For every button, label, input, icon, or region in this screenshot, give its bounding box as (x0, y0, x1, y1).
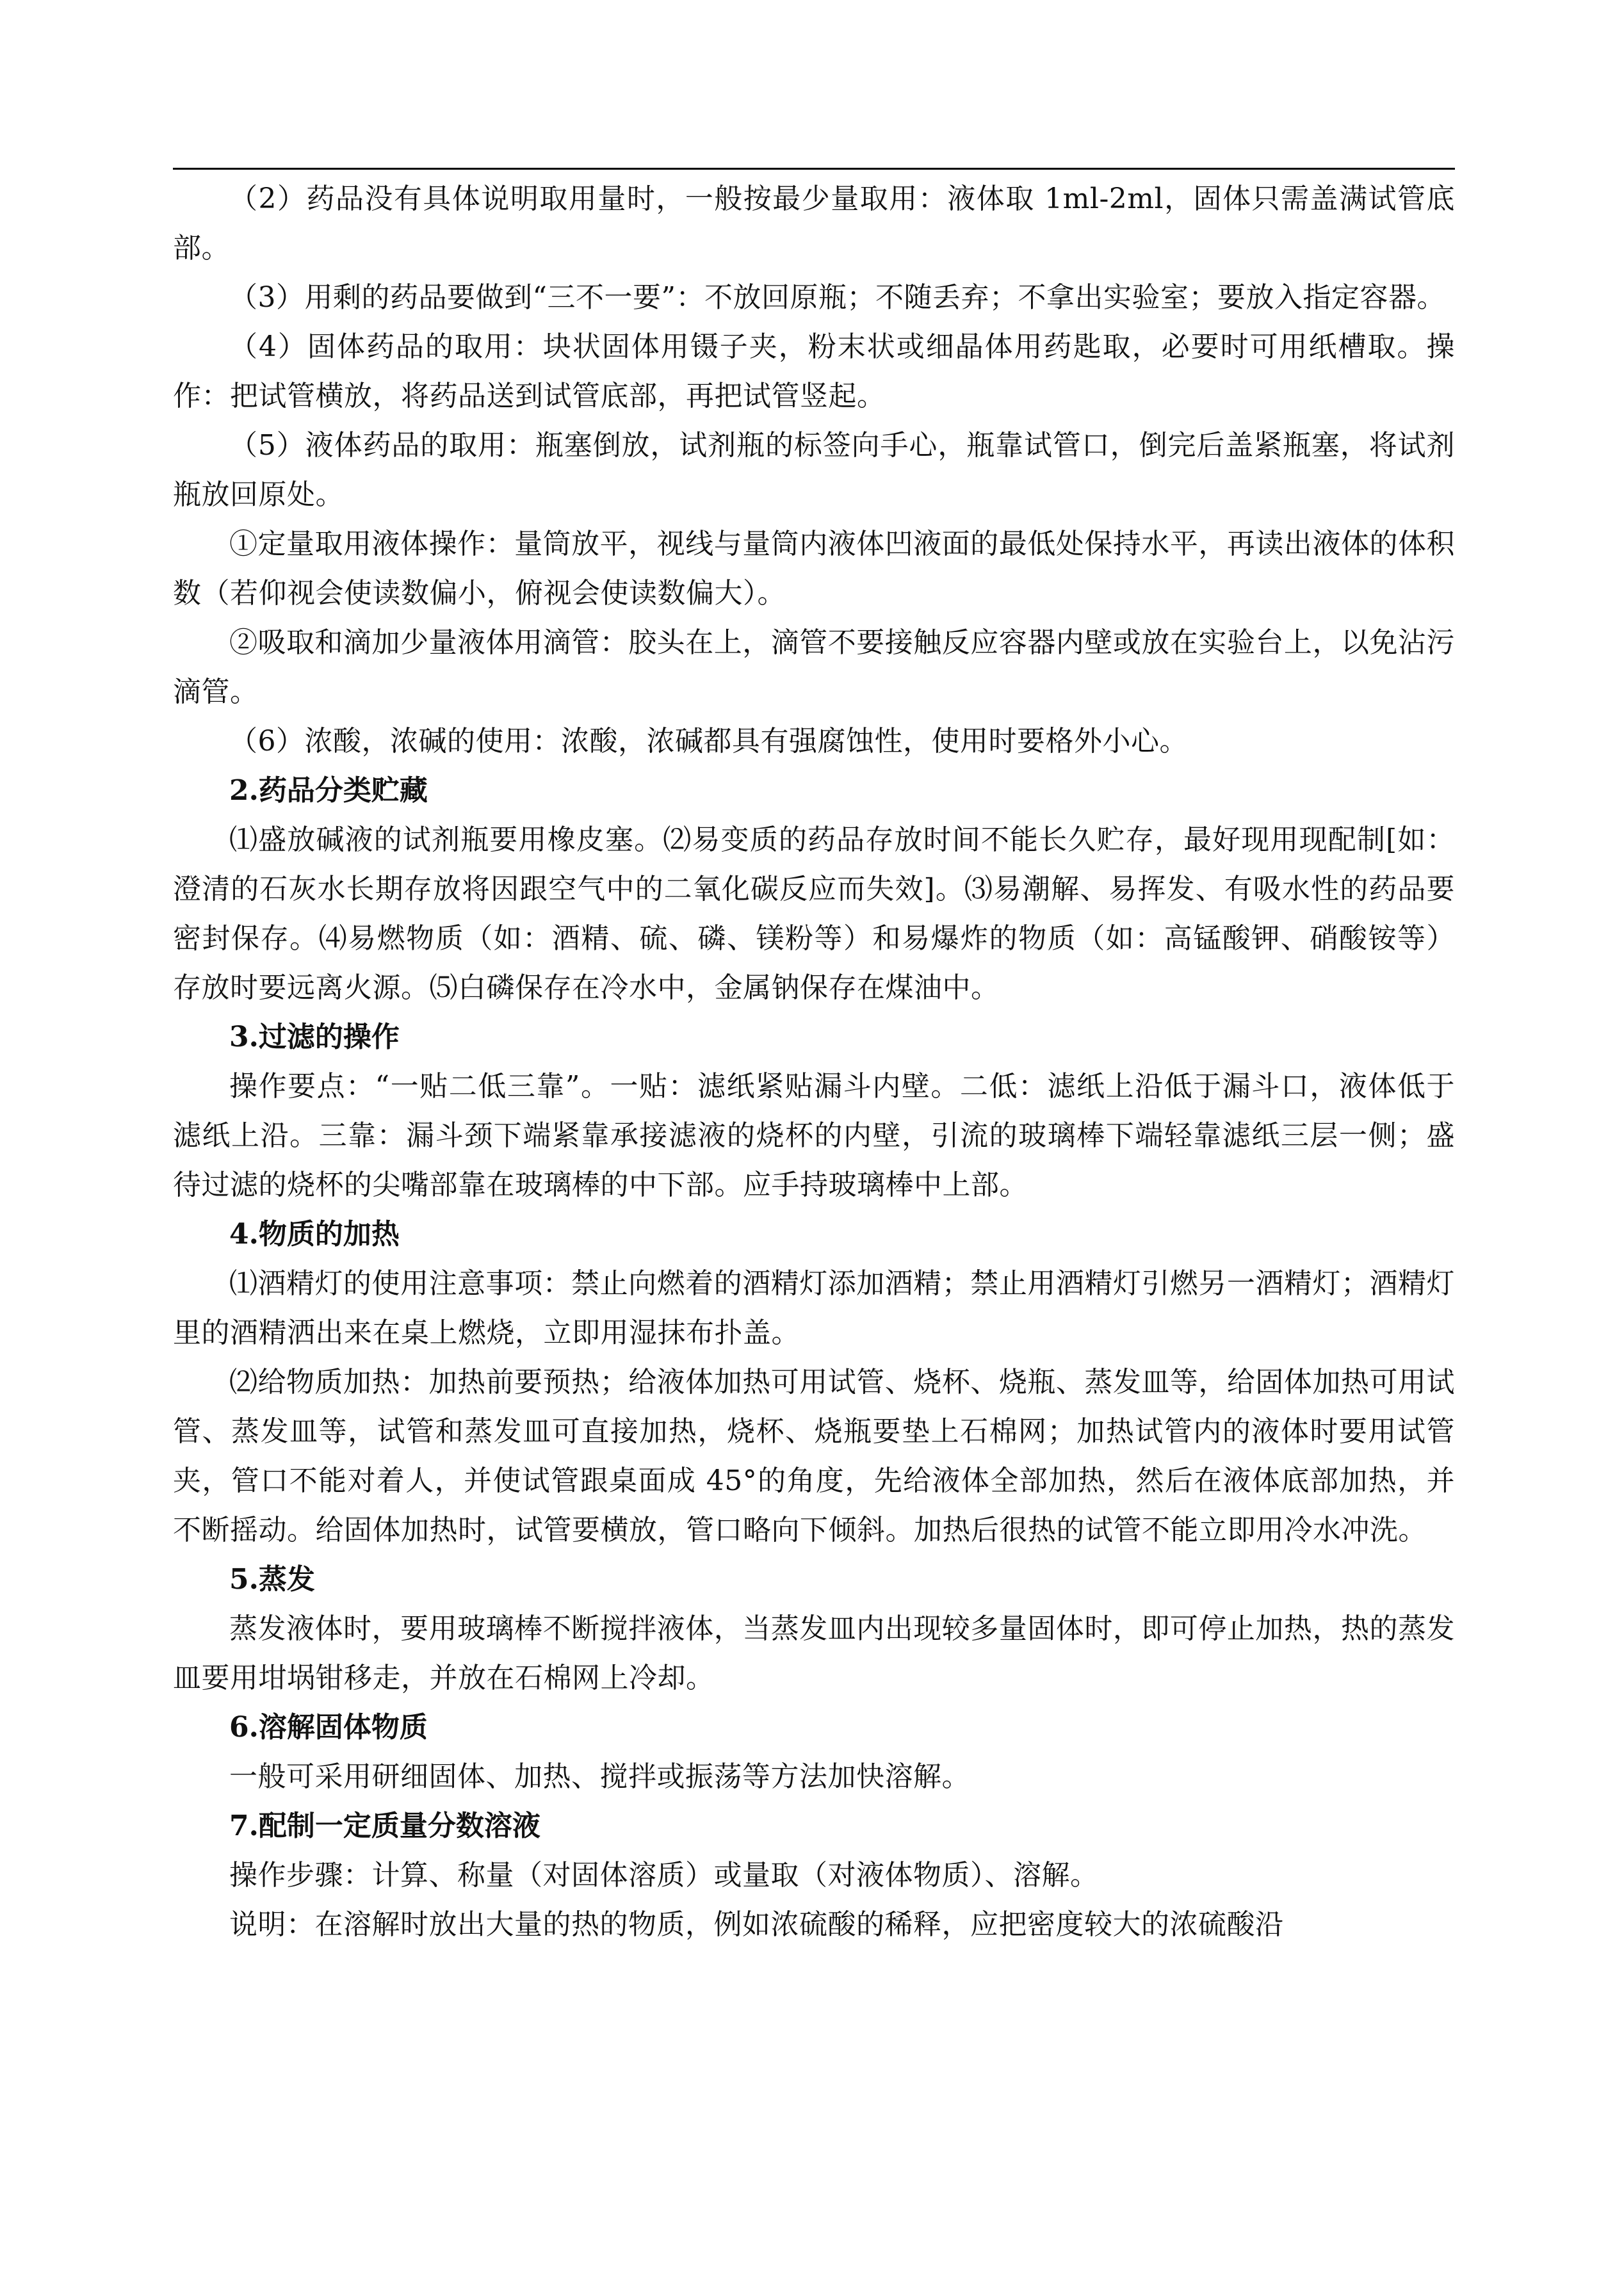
paragraph-dissolving: 一般可采用研细固体、加热、搅拌或振荡等方法加快溶解。 (229, 1760, 970, 1793)
paragraph-evaporation: 蒸发液体时，要用玻璃棒不断搅拌液体，当蒸发皿内出现较多量固体时，即可停止加热，热的蒸发皿要用坩埚钳移走，并放在石棉网上冷却。 (173, 1612, 1455, 1694)
section-heading-evaporation: 5.蒸发 (229, 1563, 315, 1596)
section-heading-solution-prep: 7.配制一定质量分数溶液 (229, 1810, 540, 1842)
paragraph-storage: ⑴盛放碱液的试剂瓶要用橡皮塞。⑵易变质的药品存放时间不能长久贮存，最好现用现配制[如：澄清的石灰水长期存放将因跟空气中的二氧化碳反应而失效]。⑶易潮解、易挥发、有吸水性的药品要密封保存。⑷易燃物质（如：酒精、硫、磷、镁粉等）和易爆炸的物质（如：高锰酸钾、硝酸铵等）存放时要远离火源。⑸白磷保存在冷水中，金属钠保存在煤油中。 (173, 823, 1455, 1004)
paragraph-concentrated-acid-base: （6）浓酸，浓碱的使用：浓酸，浓碱都具有强腐蚀性，使用时要格外小心。 (229, 725, 1188, 758)
paragraph-heating-substances: ⑵给物质加热：加热前要预热；给液体加热可用试管、烧杯、烧瓶、蒸发皿等，给固体加热可用试管、蒸发皿等，试管和蒸发皿可直接加热，烧杯、烧瓶要垫上石棉网；加热试管内的液体时要用试管夹，管口不能对着人，并使试管跟桌面成 45°的角度，先给液体全部加热，然后在液体底部加热，并不断摇动。给固体加热时，试管要横放，管口略向下倾斜。加热后很热的试管不能立即用冷水冲洗。 (173, 1366, 1455, 1546)
section-heading-dissolving: 6.溶解固体物质 (229, 1711, 428, 1744)
paragraph-leftover-drugs: （3）用剩的药品要做到“三不一要”：不放回原瓶；不随丢弃；不拿出实验室；要放入指定容器。 (229, 281, 1445, 314)
paragraph-solution-note: 说明：在溶解时放出大量的热的物质，例如浓硫酸的稀释，应把密度较大的浓硫酸沿 (229, 1908, 1284, 1941)
paragraph-liquid-drugs: （5）液体药品的取用：瓶塞倒放，试剂瓶的标签向手心，瓶靠试管口，倒完后盖紧瓶塞，将试剂瓶放回原处。 (173, 429, 1455, 511)
section-heading-storage: 2.药品分类贮藏 (229, 774, 428, 807)
paragraph-drug-amount: （2）药品没有具体说明取用量时，一般按最少量取用：液体取 1ml-2ml，固体只需盖满试管底部。 (173, 182, 1455, 264)
paragraph-solid-drugs: （4）固体药品的取用：块状固体用镊子夹，粉末状或细晶体用药匙取，必要时可用纸槽取。操作：把试管横放，将药品送到试管底部，再把试管竖起。 (173, 330, 1455, 412)
paragraph-filtration: 操作要点：“一贴二低三靠”。一贴：滤纸紧贴漏斗内壁。二低：滤纸上沿低于漏斗口，液体低于滤纸上沿。三靠：漏斗颈下端紧靠承接滤液的烧杯的内壁，引流的玻璃棒下端轻靠滤纸三层一侧；盛待过滤的烧杯的尖嘴部靠在玻璃棒的中下部。应手持玻璃棒中上部。 (173, 1070, 1455, 1201)
paragraph-solution-steps: 操作步骤：计算、称量（对固体溶质）或量取（对液体物质）、溶解。 (229, 1859, 1099, 1892)
paragraph-dropper: ②吸取和滴加少量液体用滴管：胶头在上，滴管不要接触反应容器内壁或放在实验台上，以免沾污滴管。 (173, 626, 1455, 708)
paragraph-alcohol-lamp: ⑴酒精灯的使用注意事项：禁止向燃着的酒精灯添加酒精；禁止用酒精灯引燃另一酒精灯；酒精灯里的酒精洒出来在桌上燃烧，立即用湿抹布扑盖。 (173, 1267, 1455, 1349)
paragraph-measuring-liquid: ①定量取用液体操作：量筒放平，视线与量筒内液体凹液面的最低处保持水平，再读出液体的体积数（若仰视会使读数偏小，俯视会使读数偏大）。 (173, 528, 1455, 610)
section-heading-heating: 4.物质的加热 (229, 1218, 400, 1251)
section-heading-filtration: 3.过滤的操作 (229, 1021, 400, 1053)
page-body (173, 168, 1455, 1949)
